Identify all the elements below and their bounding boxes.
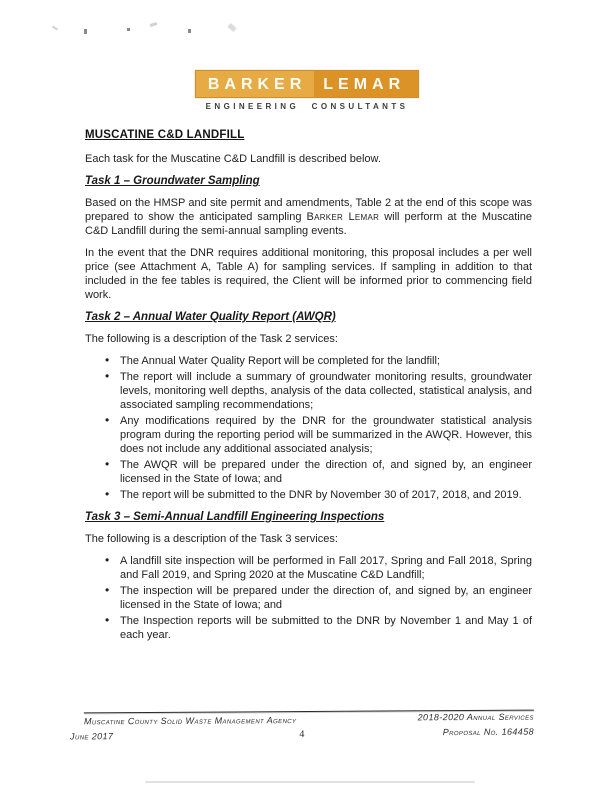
company-logo <box>0 70 614 111</box>
footer-row <box>70 711 535 749</box>
logo-barker-text: BARKER <box>196 71 314 97</box>
task1-paragraph-1-prefix: Based on the HMSP and site permit and amendments, Table 2 at the end of this scope was prepared to show the anticipated sampling <box>85 197 532 223</box>
footer-right <box>418 712 534 738</box>
intro-paragraph: Each task for the Muscatine C&D Landfill is described below. <box>85 153 381 165</box>
bullet-item: • Any modifications required by the DNR for the groundwater statistical analysis program during the reporting period will be summarized in the AWQR. However, this does not include any additional associated analysis; <box>85 414 532 456</box>
task3-bullet-list <box>85 554 532 642</box>
bullet-item: • The Annual Water Quality Report will be completed for the landfill; <box>85 354 532 368</box>
task1-paragraph-1-suffix: will perform at the Muscatine C&D Landfill during the semi-annual sampling events. <box>85 211 532 237</box>
scan-artifact <box>188 29 191 33</box>
task1-heading: Task 1 – Groundwater Sampling <box>85 175 260 187</box>
scan-artifact <box>52 26 58 31</box>
scan-artifact-line <box>145 781 475 783</box>
scan-artifact <box>84 29 87 34</box>
scan-artifact <box>150 22 158 27</box>
footer-agency: Muscatine County Solid Waste Management Agency <box>83 715 297 727</box>
bullet-item: • The report will include a summary of groundwater monitoring results, groundwater levels, monitoring well depths, analysis of the data collected, statistical analysis, and associated sampling recommendations; <box>85 370 532 412</box>
document-body <box>85 128 532 650</box>
bullet-item: • A landfill site inspection will be performed in Fall 2017, Spring and Fall 2018, Spring and Fall 2019, and Spring 2020 at the Muscatine C&D Landfill; <box>85 554 532 582</box>
bullet-item: • The inspection will be prepared under the direction of, and signed by, an engineer licensed in the State of Iowa; and <box>85 584 532 612</box>
logo-box <box>195 70 419 98</box>
page-number: 4 <box>299 729 305 741</box>
footer-services: 2018-2020 Annual Services <box>417 711 534 723</box>
scan-artifact <box>227 23 236 32</box>
task2-heading: Task 2 – Annual Water Quality Report (AWQR) <box>85 311 336 323</box>
task2-intro: The following is a description of the Task 2 services: <box>85 333 338 345</box>
task3-heading: Task 3 – Semi-Annual Landfill Engineering Inspections <box>85 511 385 523</box>
logo-tagline: ENGINEERING CONSULTANTS <box>205 102 409 111</box>
scan-artifact <box>127 28 130 31</box>
task1-paragraph-2: In the event that the DNR requires additional monitoring, this proposal includes a per well price (see Attachment A, Table A) for sampling services. If sampling in addition to that included in the fee tables is required, the Client will be informed prior to commencing field work. <box>85 247 532 301</box>
page-footer <box>0 709 614 749</box>
section-heading: MUSCATINE C&D LANDFILL <box>85 129 245 141</box>
task3-intro: The following is a description of the Task 3 services: <box>85 533 338 545</box>
bullet-item: • The Inspection reports will be submitted to the DNR by November 1 and May 1 of each year. <box>85 614 532 642</box>
task1-paragraph-1 <box>85 196 532 238</box>
footer-proposal-number: Proposal No. 164458 <box>442 726 535 738</box>
footer-date: June 2017 <box>70 731 114 742</box>
brand-name-inline: Barker Lemar <box>306 211 380 223</box>
task2-bullet-list <box>85 354 532 502</box>
bullet-item: • The report will be submitted to the DNR by November 30 of 2017, 2018, and 2019. <box>85 488 532 502</box>
logo-lemar-text: LEMAR <box>314 71 418 97</box>
bullet-item: • The AWQR will be prepared under the direction of, and signed by, an engineer licensed in the State of Iowa; and <box>85 458 532 486</box>
